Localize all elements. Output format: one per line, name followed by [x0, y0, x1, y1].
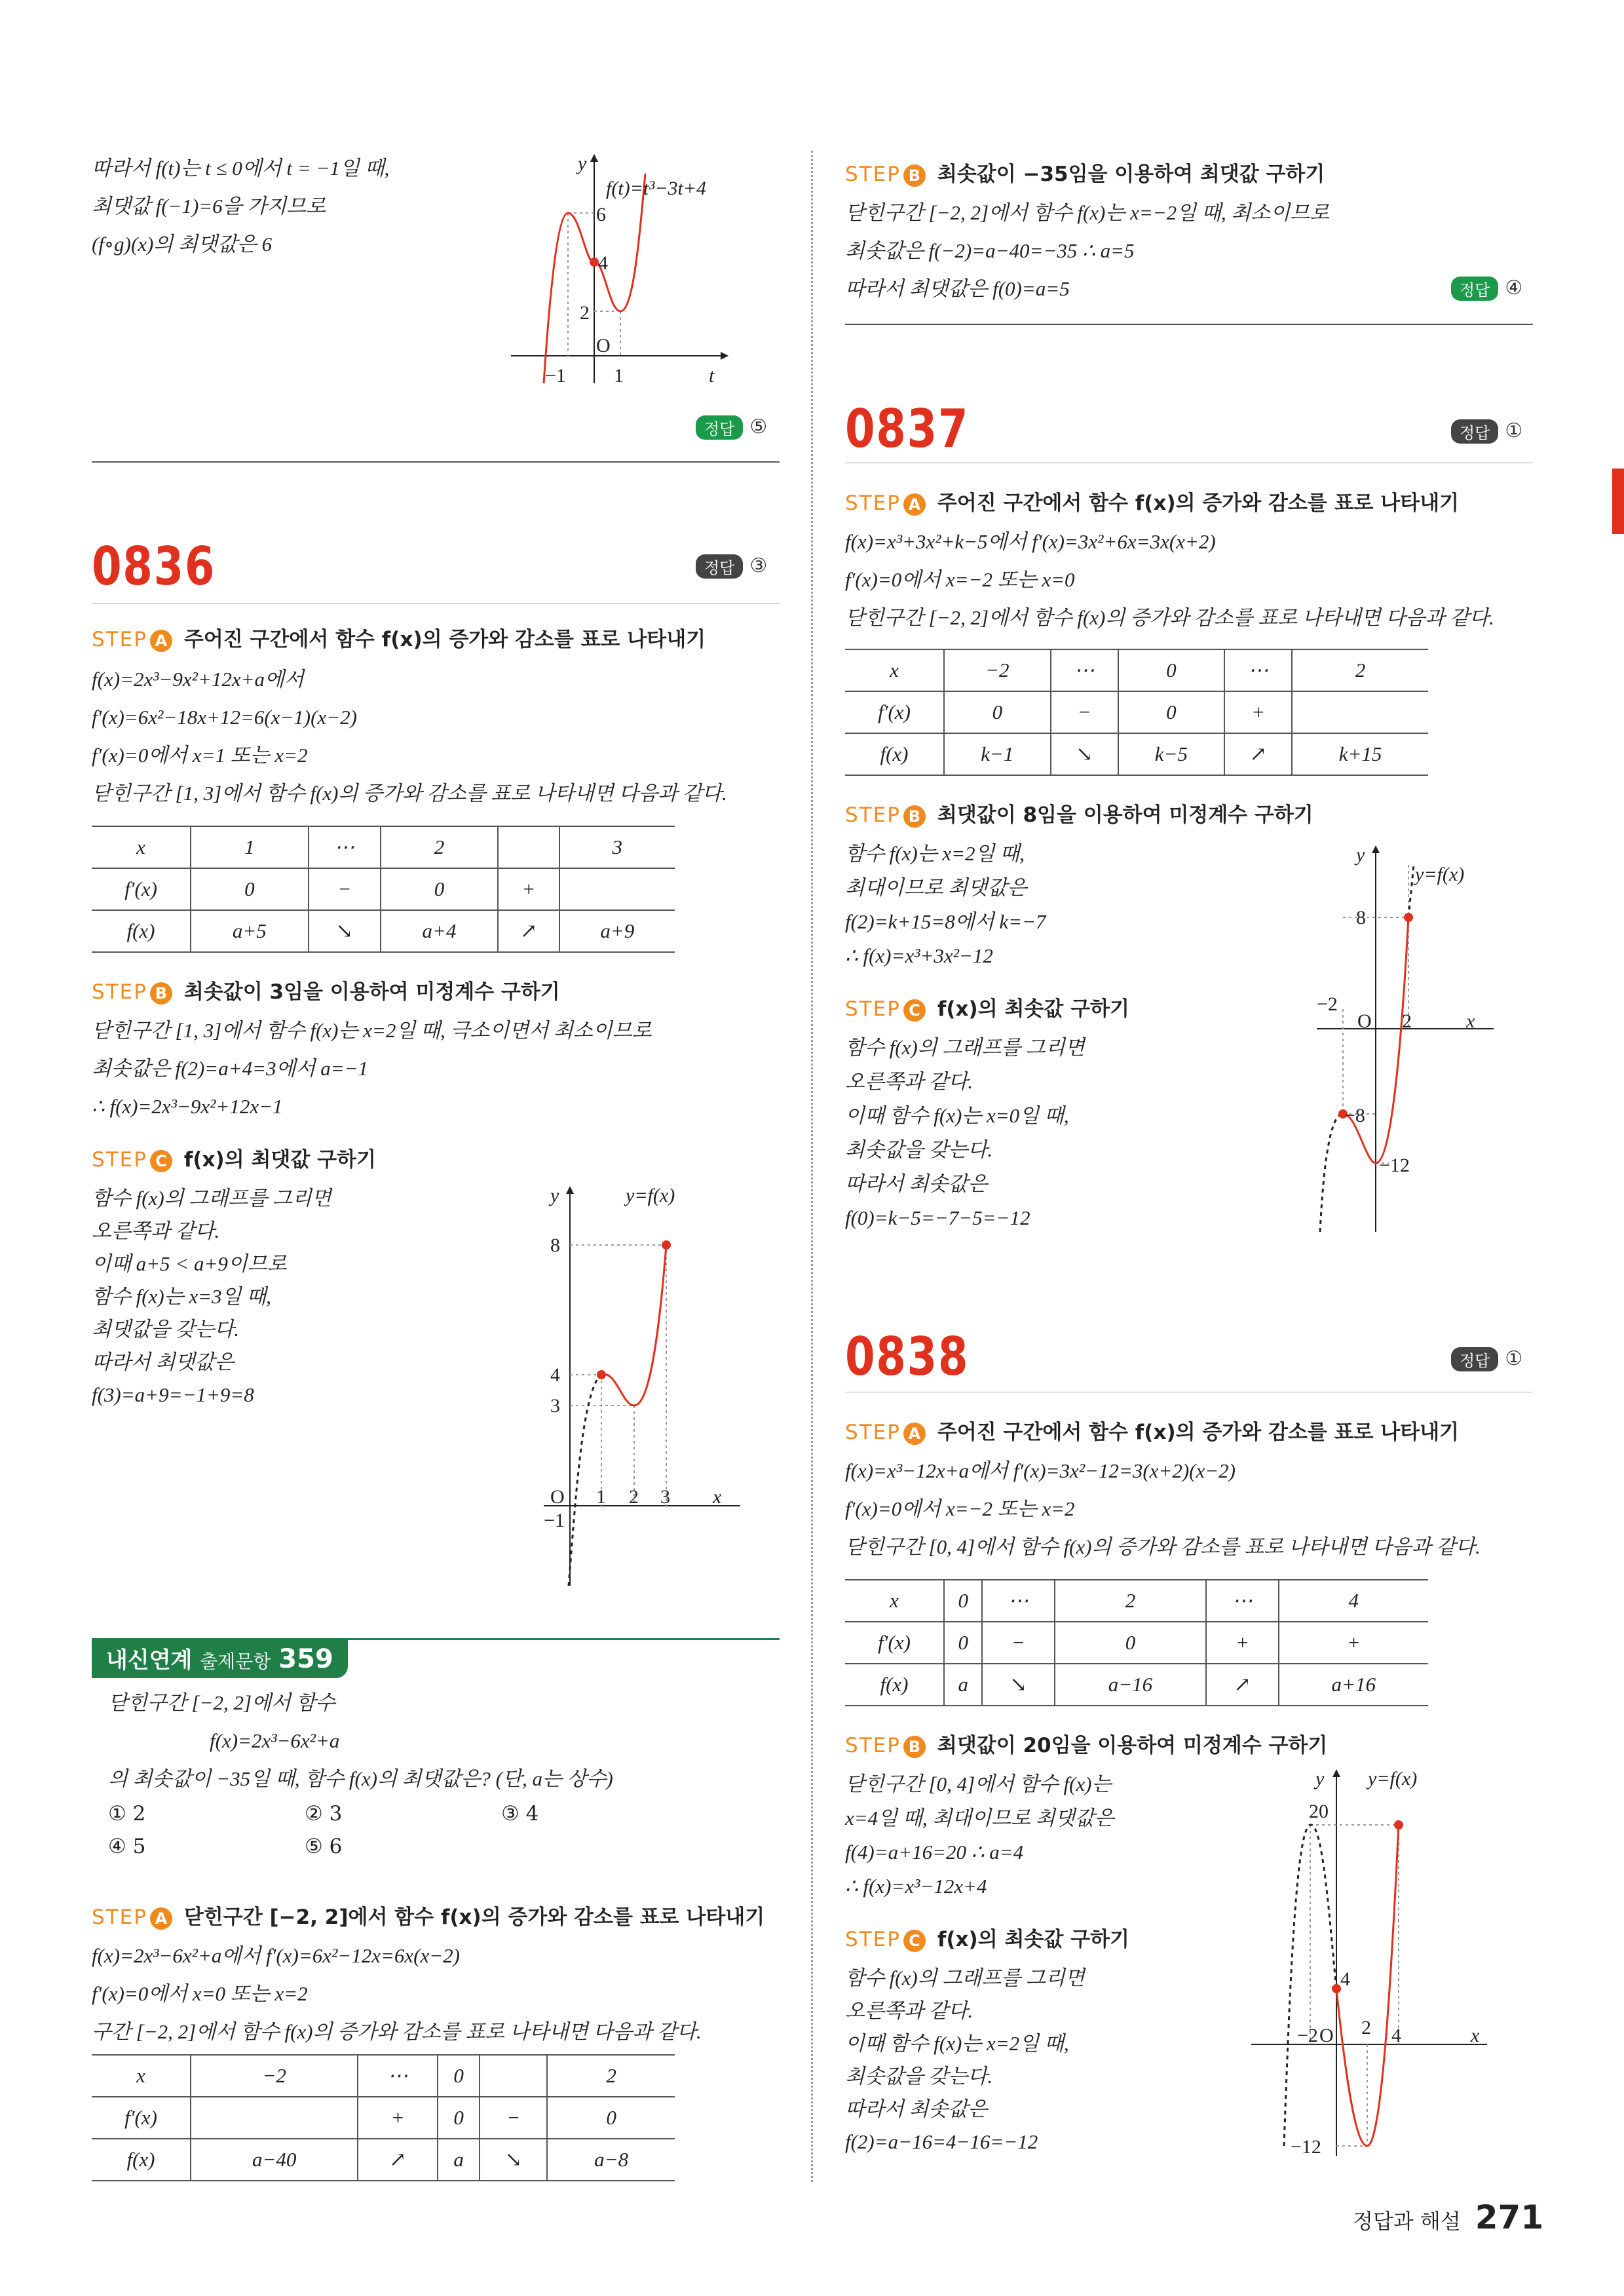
variation-table: x 1 ⋯ 2 3 f′(x) 0 − 0 + f(x) a+5 ↘ a+4 ↗ a+9	[92, 826, 675, 953]
answer: 정답 ④	[1451, 277, 1522, 301]
svg-text:x: x	[1466, 1010, 1475, 1032]
tick: 1	[614, 365, 624, 387]
tick: −1	[545, 365, 566, 387]
svg-text:4: 4	[1340, 1968, 1350, 1990]
text-line: f′(x)=0에서 x=−2 또는 x=0	[845, 568, 1075, 591]
text-line: 최댓값을 갖는다.	[92, 1318, 240, 1341]
text-line: 이때 함수 f(x)는 x=2일 때,	[845, 2032, 1069, 2055]
graph-0837	[1304, 839, 1559, 1245]
svg-text:20: 20	[1309, 1801, 1329, 1822]
answer-badge: 정답	[1451, 277, 1498, 301]
step-heading: STEP A 주어진 구간에서 함수 f(x)의 증가와 감소를 표로 나타내기	[845, 1421, 1460, 1444]
text-line: 함수 f(x)의 그래프를 그리면	[845, 1036, 1085, 1059]
svg-text:y=f(x): y=f(x)	[1368, 1768, 1418, 1789]
choice: ③ 4	[501, 1802, 539, 1826]
text-line: f(x)=x³+3x²+k−5에서 f′(x)=3x²+6x=3x(x+2)	[845, 530, 1216, 553]
text-line: 최솟값을 갖는다.	[845, 2065, 993, 2088]
text-line: 구간 [−2, 2]에서 함수 f(x)의 증가와 감소를 표로 나타내면 다음과 같다.	[92, 2020, 702, 2043]
text-line: 따라서 최댓값은	[92, 1350, 235, 1373]
divider	[845, 324, 1533, 325]
text-line: f′(x)=0에서 x=1 또는 x=2	[92, 744, 308, 767]
step-heading: STEP A 닫힌구간 [−2, 2]에서 함수 f(x)의 증가와 감소를 표로 나타내기	[92, 1905, 765, 1929]
tick: 4	[598, 252, 608, 274]
variation-table: x −2 ⋯ 0 2 f′(x) + 0 − 0 f(x) a−40 ↗ a ↘ a−8	[92, 2054, 675, 2181]
svg-text:2: 2	[629, 1486, 639, 1508]
graph-f-t	[504, 147, 780, 396]
svg-text:x: x	[1471, 2025, 1480, 2046]
text-line: 닫힌구간 [−2, 2]에서 함수	[108, 1691, 335, 1714]
step-heading: STEP B 최댓값이 20임을 이용하여 미정계수 구하기	[845, 1734, 1328, 1757]
text-line: 함수 f(x)의 그래프를 그리면	[845, 1966, 1085, 1989]
text-line: 이때 a+5 < a+9이므로	[92, 1252, 287, 1275]
step-heading: STEP A 주어진 구간에서 함수 f(x)의 증가와 감소를 표로 나타내기	[92, 628, 706, 651]
func-label: f(t)=t³−3t+4	[606, 178, 707, 199]
svg-text:2: 2	[1361, 2017, 1371, 2038]
choice: ⑤ 6	[305, 1835, 343, 1858]
text-line: 따라서 최댓값은 f(0)=a=5	[845, 277, 1070, 300]
origin: O	[596, 335, 611, 356]
step-heading: STEP B 최솟값이 −35임을 이용하여 최댓값 구하기	[845, 163, 1325, 186]
text-line: 최솟값은 f(2)=a+4=3에서 a=−1	[92, 1057, 369, 1080]
answer: 정답 ①	[1451, 1347, 1522, 1371]
text-line: 따라서 f(t)는 t ≤ 0에서 t = −1일 때,	[92, 157, 390, 180]
svg-text:−8: −8	[1344, 1105, 1365, 1126]
text-line: f(x)=x³−12x+a에서 f′(x)=3x²−12=3(x+2)(x−2)	[845, 1459, 1236, 1482]
tick: 6	[596, 204, 606, 225]
svg-text:−12: −12	[1379, 1155, 1410, 1176]
text-line: 최댓값 f(−1)=6을 가지므로	[92, 195, 326, 218]
text-line: 따라서 최솟값은	[845, 1172, 988, 1195]
graph-0836	[524, 1179, 773, 1599]
text-line: 함수 f(x)는 x=2일 때,	[845, 842, 1025, 865]
page-footer	[1353, 2198, 1543, 2236]
svg-text:y=f(x): y=f(x)	[1415, 864, 1465, 885]
svg-text:y: y	[1356, 844, 1365, 866]
formula: f(x)=2x³−6x²+a	[210, 1729, 340, 1752]
svg-text:O: O	[1357, 1010, 1372, 1032]
svg-text:y: y	[1315, 1768, 1325, 1789]
graph-0838	[1245, 1763, 1507, 2169]
text-line: 의 최솟값이 −35일 때, 함수 f(x)의 최댓값은? (단, a는 상수)	[108, 1767, 613, 1790]
text-line: 닫힌구간 [0, 4]에서 함수 f(x)의 증가와 감소를 표로 나타내면 다음과 같다.	[845, 1535, 1481, 1558]
step-heading: STEP A 주어진 구간에서 함수 f(x)의 증가와 감소를 표로 나타내기	[845, 491, 1460, 515]
step-heading: STEP C f(x)의 최솟값 구하기	[845, 997, 1129, 1021]
svg-text:8: 8	[550, 1234, 560, 1256]
footer-text: 정답과 해설	[1353, 2209, 1461, 2234]
point	[590, 258, 599, 267]
svg-text:O: O	[550, 1486, 565, 1508]
choice: ① 2	[108, 1802, 146, 1826]
text-line: 닫힌구간 [1, 3]에서 함수 f(x)는 x=2일 때, 극소이면서 최소이므로	[92, 1019, 652, 1042]
text-line: 함수 f(x)의 그래프를 그리면	[92, 1187, 331, 1210]
text-line: 닫힌구간 [−2, 2]에서 함수 f(x)의 증가와 감소를 표로 나타내면 다음과 같다.	[845, 606, 1494, 629]
text-line: 이때 함수 f(x)는 x=0일 때,	[845, 1104, 1069, 1127]
answer: 정답 ①	[1451, 419, 1522, 444]
svg-text:1: 1	[596, 1486, 606, 1508]
text-line: 닫힌구간 [−2, 2]에서 함수 f(x)는 x=−2일 때, 최소이므로	[845, 201, 1330, 224]
text-line: 최솟값은 f(−2)=a−40=−35 ∴ a=5	[845, 239, 1135, 262]
svg-text:−2: −2	[1297, 2025, 1318, 2046]
problem-number: 0836	[92, 536, 216, 597]
text-line: f′(x)=0에서 x=0 또는 x=2	[92, 1982, 308, 2005]
svg-text:y=f(x): y=f(x)	[626, 1185, 675, 1206]
text-line: ∴ f(x)=2x³−9x²+12x−1	[92, 1095, 283, 1118]
text-line: ∴ f(x)=x³−12x+4	[845, 1875, 987, 1898]
text-line: f′(x)=6x²−18x+12=6(x−1)(x−2)	[92, 706, 357, 729]
problem-number: 0838	[845, 1326, 970, 1387]
text-line: f(4)=a+16=20 ∴ a=4	[845, 1841, 1024, 1864]
text-line: f(x)=2x³−6x²+a에서 f′(x)=6x²−12x=6x(x−2)	[92, 1944, 460, 1967]
text-line: (f∘g)(x)의 최댓값은 6	[92, 233, 273, 256]
column-divider	[811, 151, 813, 2182]
text-line: f(2)=a−16=4−16=−12	[845, 2130, 1038, 2153]
text-line: 오른쪽과 같다.	[92, 1219, 220, 1242]
text-line: 최대이므로 최댓값은	[845, 876, 1027, 899]
text-line: 함수 f(x)는 x=3일 때,	[92, 1285, 271, 1308]
answer: 정답 ⑤	[696, 415, 767, 440]
x-label: t	[709, 365, 715, 387]
svg-text:x: x	[713, 1486, 722, 1508]
choice: ② 3	[305, 1802, 343, 1826]
svg-text:O: O	[1319, 2025, 1334, 2046]
tick: 2	[580, 302, 590, 324]
answer-badge: 정답	[696, 415, 743, 440]
step-heading: STEP C f(x)의 최솟값 구하기	[845, 1928, 1129, 1951]
answer-badge: 정답	[696, 554, 743, 579]
svg-text:−1: −1	[544, 1510, 565, 1531]
text-line: 최솟값을 갖는다.	[845, 1138, 993, 1161]
svg-text:−12: −12	[1291, 2136, 1321, 2158]
text-line: f(2)=k+15=8에서 k=−7	[845, 910, 1046, 933]
text-line: 오른쪽과 같다.	[845, 1070, 973, 1093]
text-line: f(3)=a+9=−1+9=8	[92, 1383, 254, 1406]
divider	[92, 461, 780, 463]
text-line: 닫힌구간 [0, 4]에서 함수 f(x)는	[845, 1772, 1112, 1795]
step-heading: STEP C f(x)의 최댓값 구하기	[92, 1148, 376, 1172]
svg-text:8: 8	[1356, 907, 1366, 928]
text-line: 오른쪽과 같다.	[845, 1999, 973, 2022]
variation-table: x −2 ⋯ 0 ⋯ 2 f′(x) 0 − 0 + f(x) k−1 ↘ k−5 ↗ k+15	[845, 649, 1428, 776]
text-line: f′(x)=0에서 x=−2 또는 x=2	[845, 1497, 1075, 1520]
svg-text:y: y	[550, 1185, 559, 1206]
problem-number: 0837	[845, 398, 970, 459]
svg-text:−2: −2	[1317, 993, 1338, 1015]
svg-text:3: 3	[550, 1395, 560, 1417]
svg-text:4: 4	[550, 1364, 560, 1386]
variation-table: x 0 ⋯ 2 ⋯ 4 f′(x) 0 − 0 + + f(x) a ↘ a−16 ↗ a+16	[845, 1579, 1428, 1706]
y-label: y	[578, 153, 587, 174]
choice: ④ 5	[108, 1835, 146, 1858]
answer-badge: 정답	[1451, 1347, 1498, 1371]
page-number: 271	[1475, 2198, 1544, 2236]
svg-text:3: 3	[660, 1486, 670, 1508]
text-line: f(x)=2x³−9x²+12x+a에서	[92, 668, 304, 691]
text-line: f(0)=k−5=−7−5=−12	[845, 1206, 1030, 1229]
step-heading: STEP B 최댓값이 8임을 이용하여 미정계수 구하기	[845, 803, 1313, 827]
step-heading: STEP B 최솟값이 3임을 이용하여 미정계수 구하기	[92, 980, 560, 1004]
svg-text:2: 2	[1402, 1010, 1412, 1032]
text-line: 닫힌구간 [1, 3]에서 함수 f(x)의 증가와 감소를 표로 나타내면 다음과 같다.	[92, 782, 727, 805]
section-tab	[1612, 469, 1624, 534]
text-line: ∴ f(x)=x³+3x²−12	[845, 944, 993, 967]
text-line: 따라서 최솟값은	[845, 2097, 988, 2120]
answer-badge: 정답	[1451, 419, 1498, 444]
text-line: x=4일 때, 최대이므로 최댓값은	[845, 1807, 1114, 1829]
related-banner: 내신연계 출제문항 359	[92, 1638, 348, 1678]
answer: 정답 ③	[696, 554, 767, 579]
svg-text:4: 4	[1391, 2025, 1401, 2046]
